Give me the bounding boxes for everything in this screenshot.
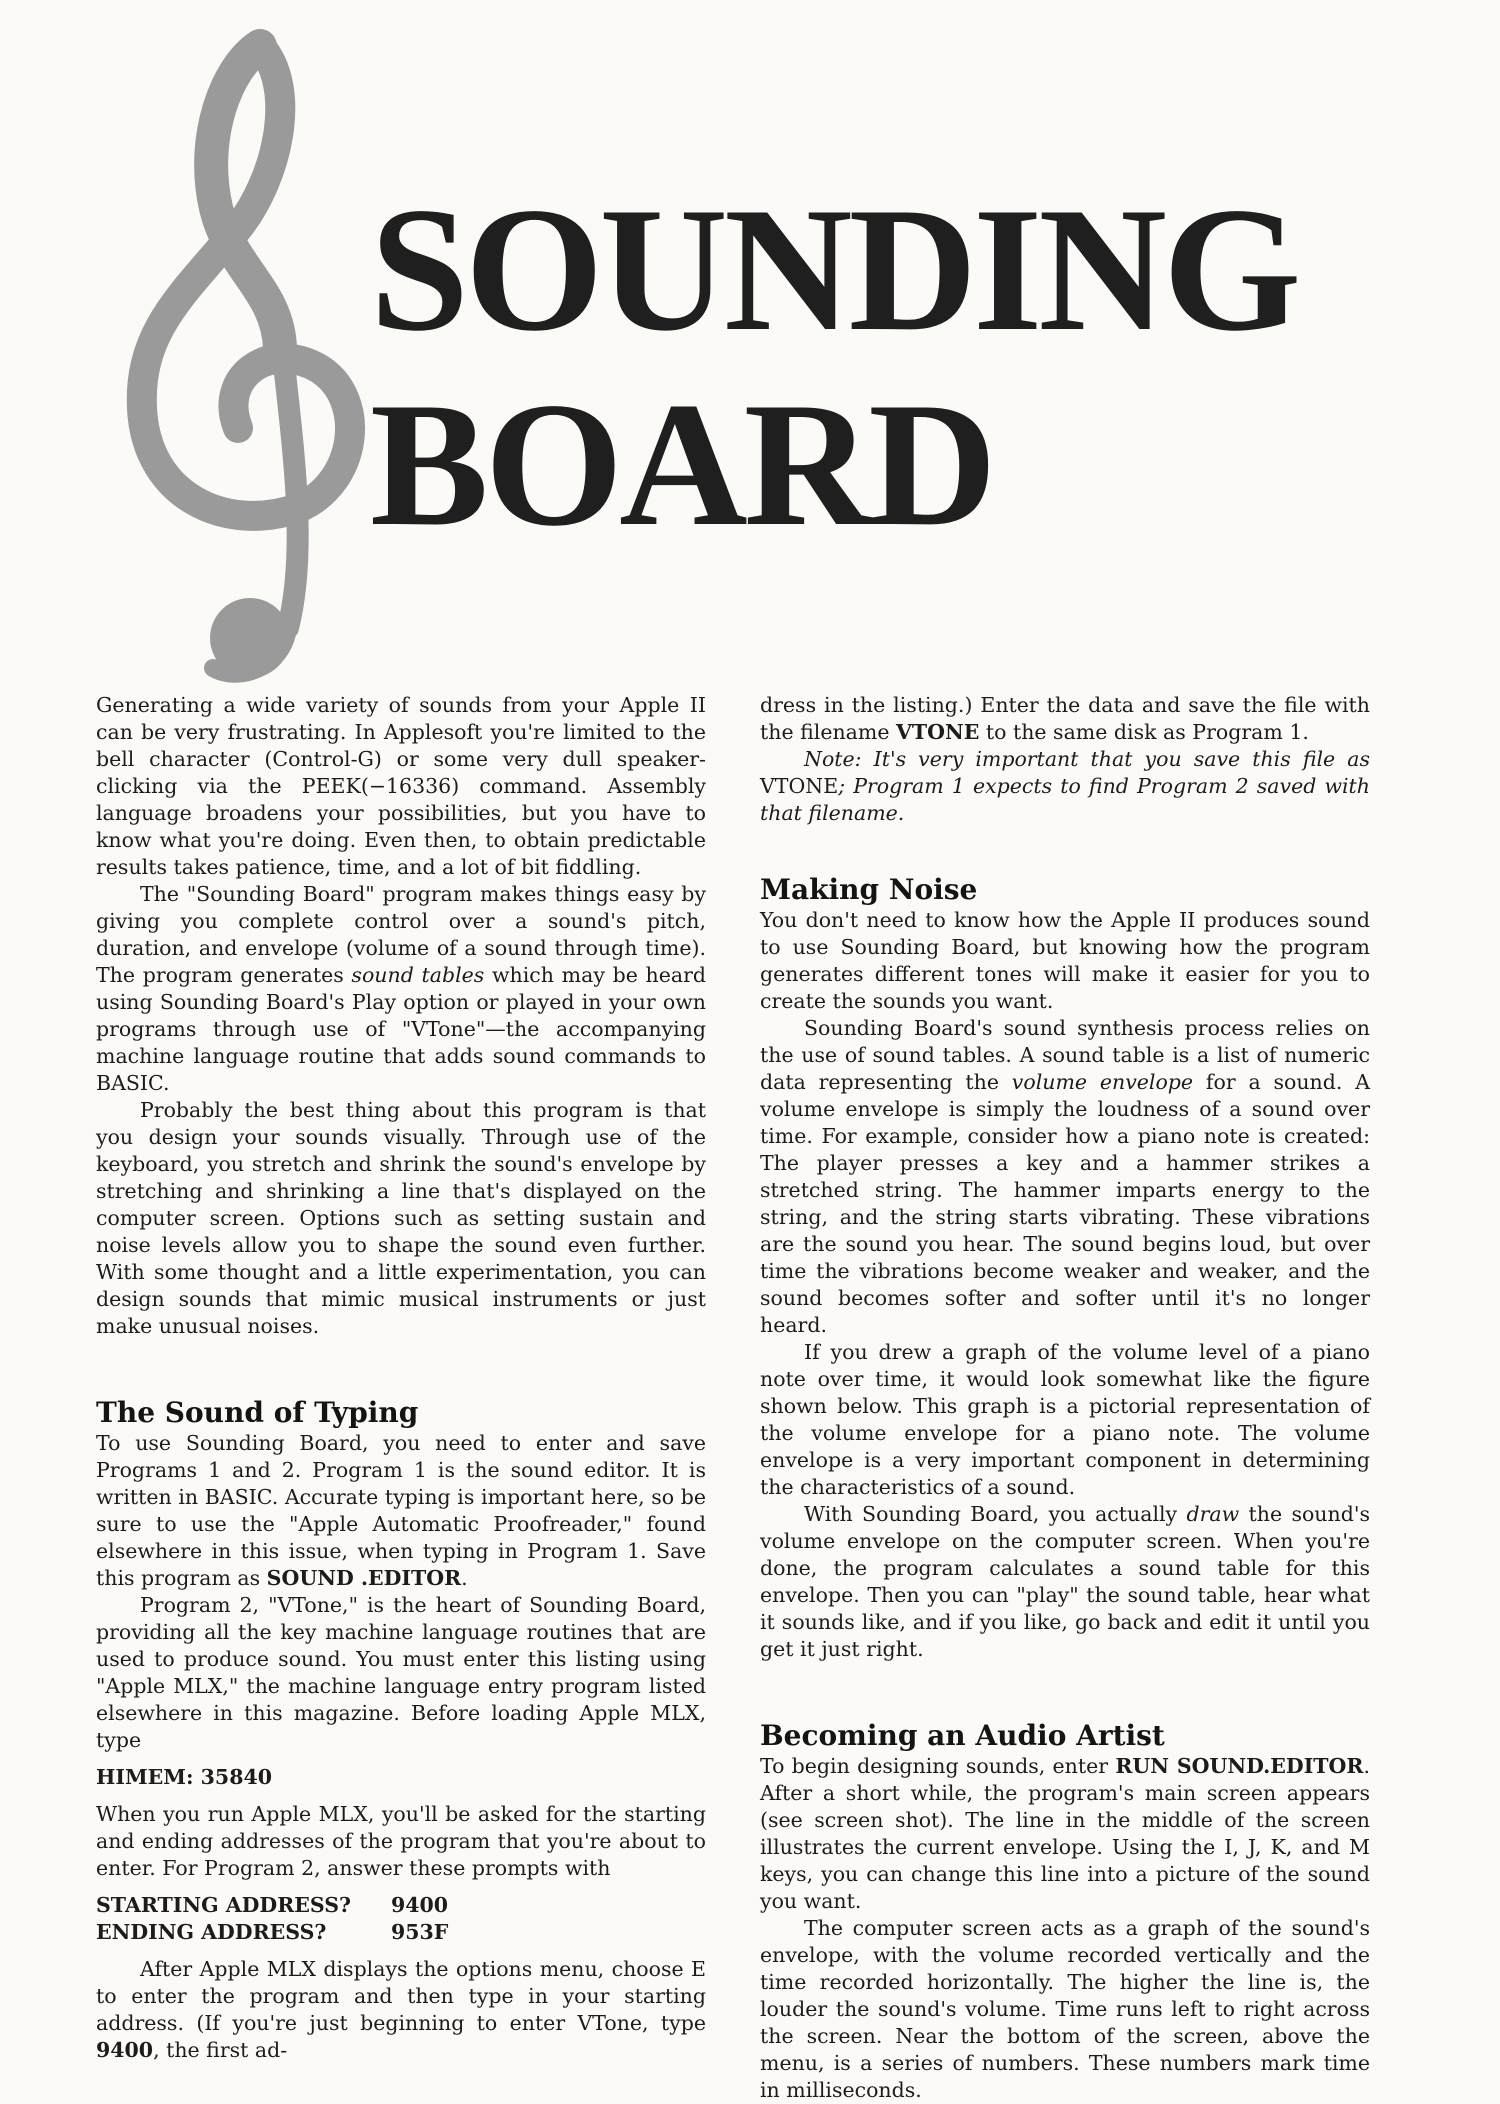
- end-address-label: ENDING ADDRESS?: [96, 1920, 327, 1944]
- intro-paragraph-3: Probably the best thing about this program is that you design your sounds visually. Through use of the keyboard, you stretch and shrink the sound's envelope by stretching and shrinking a line that's displayed on the computer screen. Options such as setting sustain and noise levels allow you to shape the sound even further. With some thought and a little experimentation, you can design sounds that mimic musical instruments or just make unusual noises.: [96, 1098, 706, 1338]
- typing-paragraph-4: After Apple MLX displays the options menu, choose E to enter the program and then type in your starting address. (If you're just beginning to enter VTone, type 9400, the first ad-: [96, 1957, 706, 2062]
- typing-paragraph-3: When you run Apple MLX, you'll be asked for the starting and ending addresses of the program that you're about to enter. For Program 2, answer these prompts with: [96, 1802, 706, 1880]
- artist-paragraph-1: To begin designing sounds, enter RUN SOUND.EDITOR. After a short while, the program's main screen appears (see screen shot). The line in the middle of the screen illustrates the current envelope. Using the I, J, K, and M keys, you can change this line into a picture of the sound you want.: [760, 1754, 1370, 1913]
- continued-paragraph: dress in the listing.) Enter the data and save the file with the filename VTONE to the same disk as Program 1.: [760, 693, 1370, 744]
- intro-paragraph-1: Generating a wide variety of sounds from your Apple II can be very frustrating. In Applesoft you're limited to the bell character (Control-G) or some very dull speaker-clicking via the PEEK(−16336) command. Assembly language broadens your possibilities, but you have to know what you're doing. Even then, to obtain predictable results takes patience, time, and a lot of bit fiddling.: [96, 693, 706, 879]
- heading-sound-of-typing: The Sound of Typing: [96, 1396, 419, 1429]
- address-prompts: [96, 1892, 706, 1946]
- title-line-1: SOUNDING: [370, 170, 1298, 368]
- noise-paragraph-1: You don't need to know how the Apple II produces sound to use Sounding Board, but knowing how the program generates different tones will make it easier for you to create the sounds you want.: [760, 908, 1370, 1013]
- noise-paragraph-3: If you drew a graph of the volume level of a piano note over time, it would look somewhat like the figure shown below. This graph is a pictorial representation of the volume envelope for a piano note. The volume envelope is a very important component in determining the characteristics of a sound.: [760, 1340, 1370, 1499]
- typing-paragraph-2: Program 2, "VTone," is the heart of Sounding Board, providing all the key machine language routines that are used to produce sound. You must enter this listing using "Apple MLX," the machine language entry program listed elsewhere in this magazine. Before loading Apple MLX, type: [96, 1593, 706, 1752]
- typing-paragraph-1: To use Sounding Board, you need to enter and save Programs 1 and 2. Program 1 is the sound editor. It is written in BASIC. Accurate typing is important here, so be sure to use the "Apple Automatic Proofreader," found elsewhere in this issue, when typing in Program 1. Save this program as SOUND .EDITOR.: [96, 1431, 706, 1590]
- artist-paragraph-2: The computer screen acts as a graph of the sound's envelope, with the volume recorded vertically and the time recorded horizontally. The higher the line is, the louder the sound's volume. Time runs left to right across the screen. Near the bottom of the screen, above the menu, is a series of numbers. These numbers mark time in milliseconds.: [760, 1916, 1370, 2102]
- noise-paragraph-4: With Sounding Board, you actually draw the sound's volume envelope on the computer screen. When you're done, the program calculates a sound table for this envelope. Then you can "play" the sound table, hear what it sounds like, and if you like, go back and edit it until you get it just right.: [760, 1502, 1370, 1661]
- end-address-value: 953F: [391, 1920, 449, 1944]
- noise-paragraph-2: Sounding Board's sound synthesis process relies on the use of sound tables. A sound table is a list of numeric data representing the volume envelope for a sound. A volume envelope is simply the loudness of a sound over time. For example, consider how a piano note is created: The player presses a key and a hammer strikes a stretched string. The hammer imparts energy to the string, and the string starts vibrating. These vibrations are the sound you hear. The sound begins loud, but over time the vibrations become weaker and weaker, and the sound becomes softer and softer until it's no longer heard.: [760, 1016, 1371, 1337]
- start-address-value: 9400: [391, 1893, 449, 1917]
- title-line-2: BOARD: [370, 365, 993, 563]
- treble-clef-icon: [108, 28, 408, 688]
- heading-making-noise: Making Noise: [760, 873, 978, 906]
- heading-audio-artist: Becoming an Audio Artist: [760, 1719, 1165, 1752]
- left-column: [96, 692, 706, 2064]
- himem-command: HIMEM: 35840: [96, 1765, 272, 1789]
- right-column: [760, 692, 1370, 2104]
- start-address-label: STARTING ADDRESS?: [96, 1893, 352, 1917]
- intro-paragraph-2: The "Sounding Board" program makes things easy by giving you complete control over a sound's pitch, duration, and envelope (volume of a sound through time). The program generates sound tables which may be heard using Sounding Board's Play option or played in your own programs through use of "VTone"—the accompanying machine language routine that adds sound commands to BASIC.: [96, 882, 707, 1095]
- note-paragraph: Note: It's very important that you save this file as VTONE; Program 1 expects to find Program 2 saved with that filename.: [760, 747, 1370, 825]
